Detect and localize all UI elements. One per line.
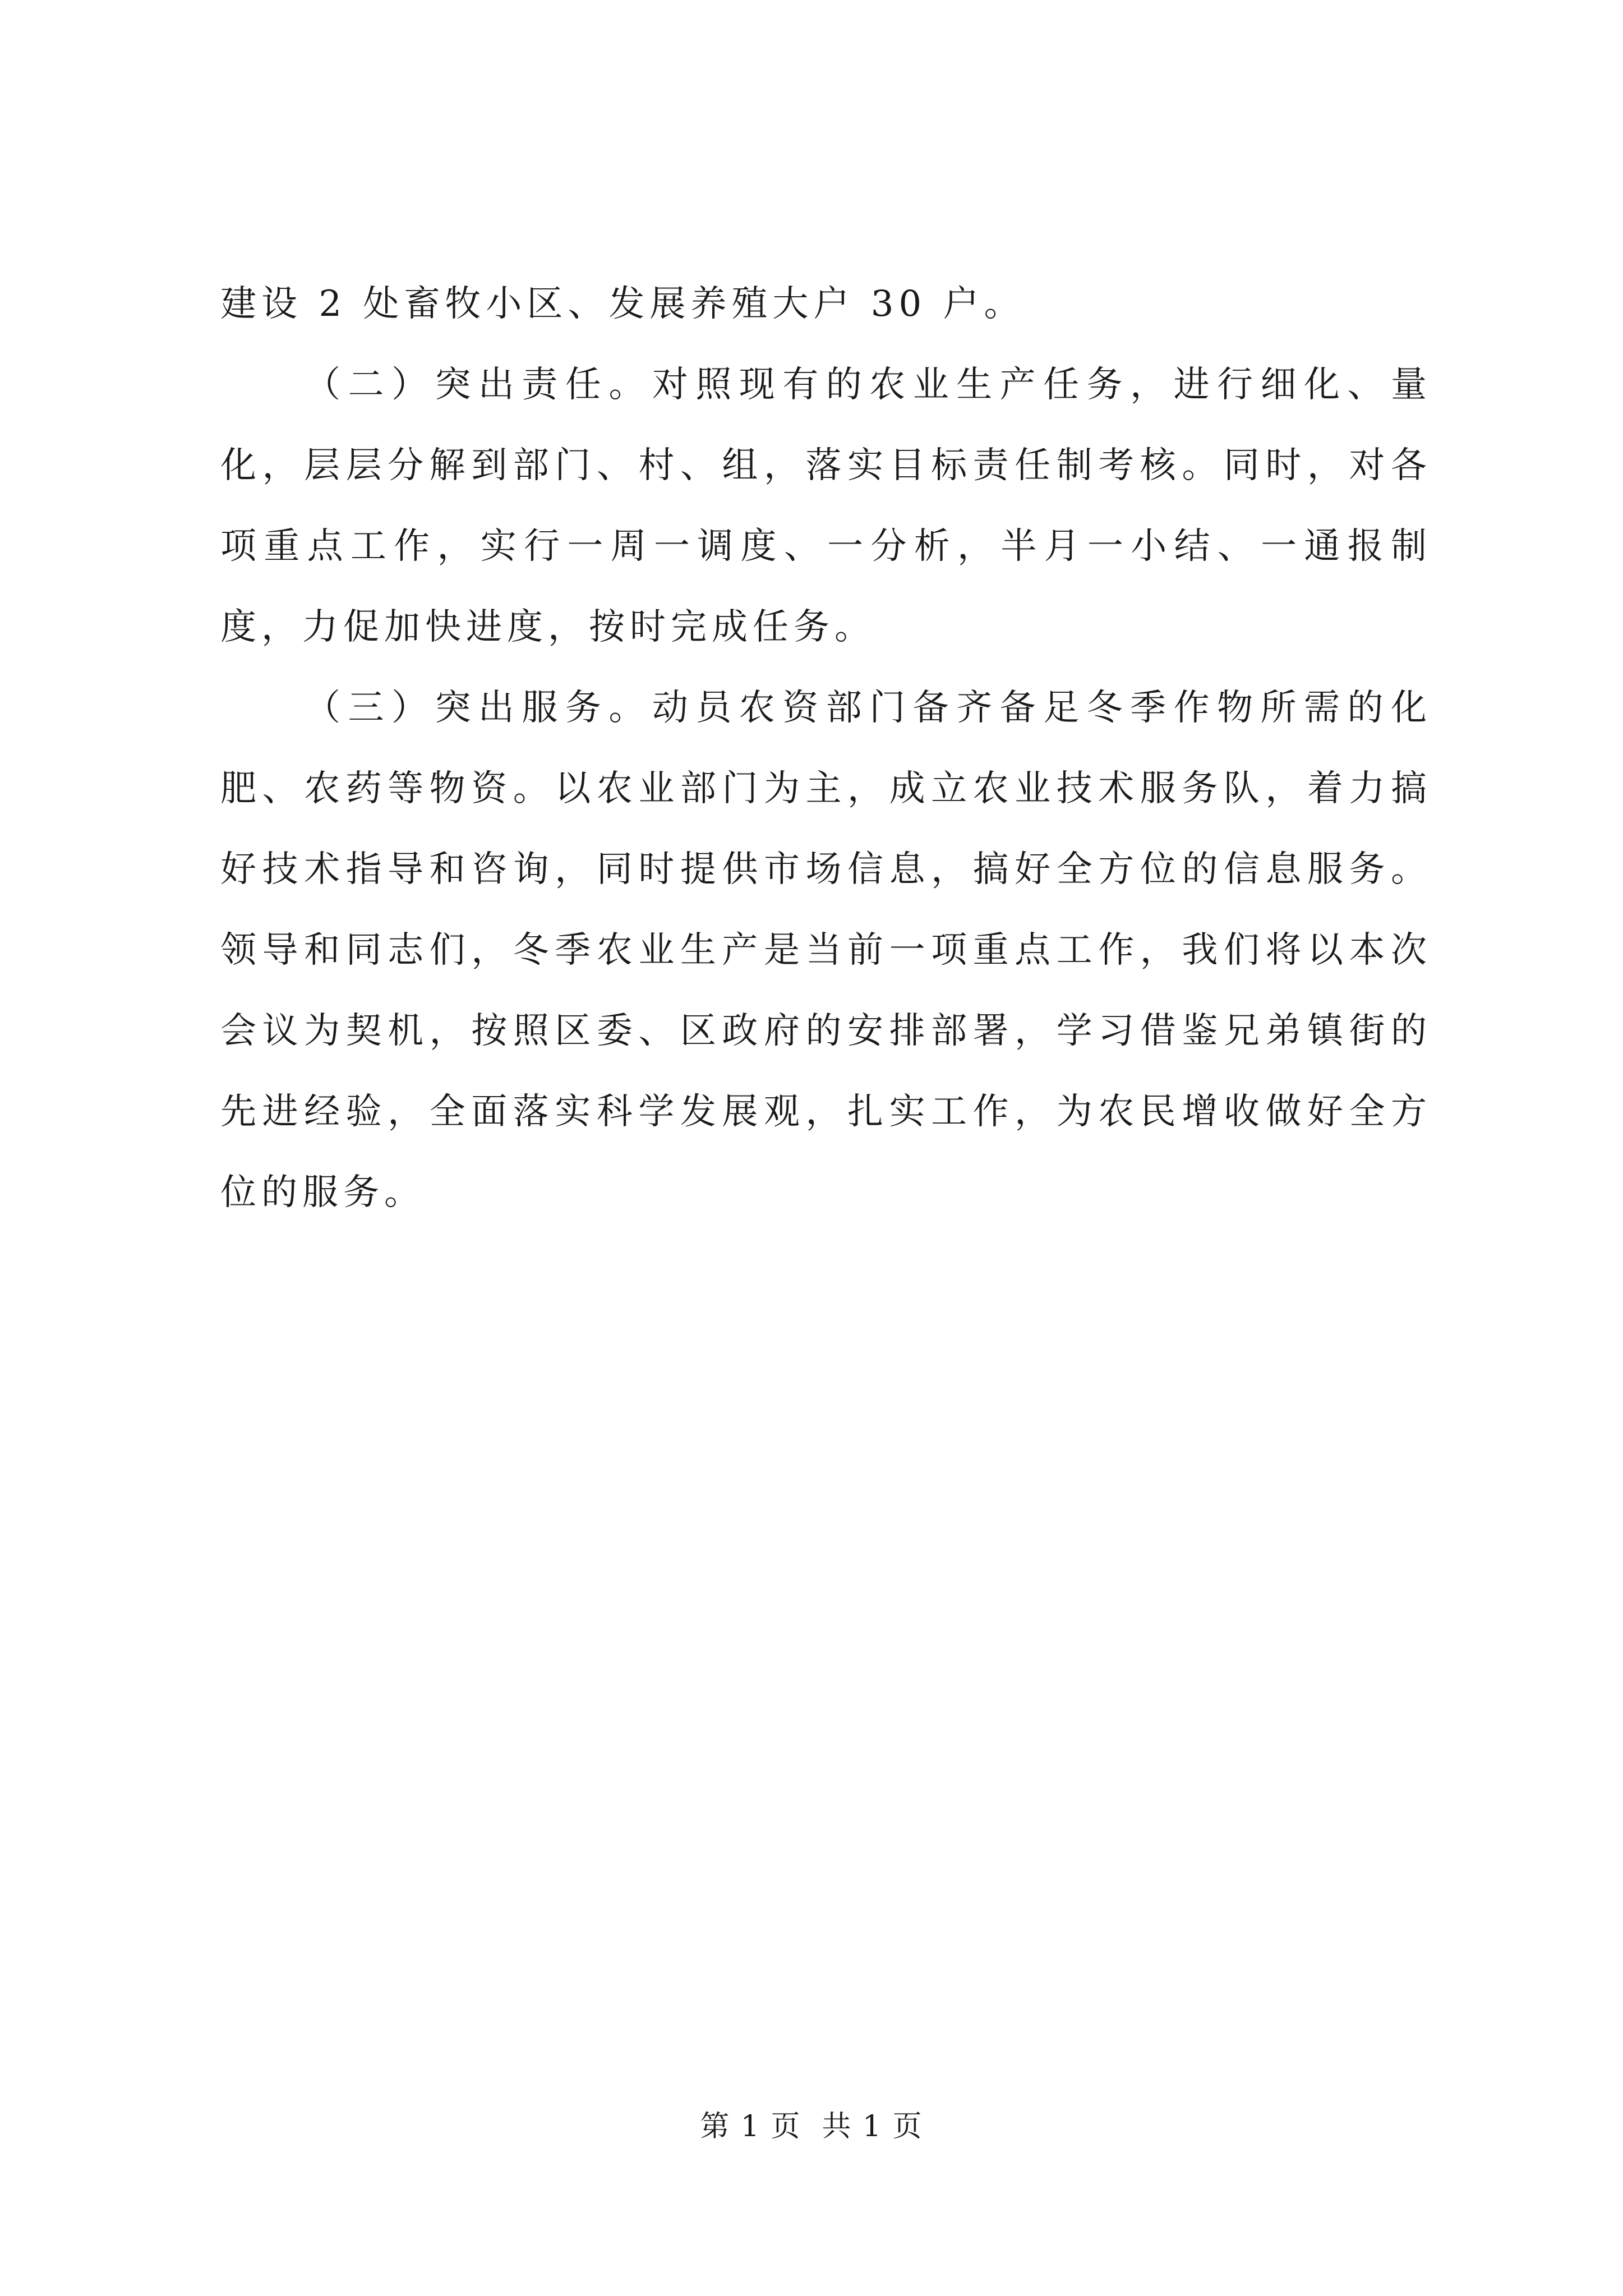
- document-body: [220, 264, 1432, 1233]
- paragraph-responsibility: （二）突出责任。对照现有的农业生产任务，进行细化、量化，层层分解到部门、村、组，落实目标责任制考核。同时，对各项重点工作，实行一周一调度、一分析，半月一小结、一通报制度，力促加快进度，按时完成任务。: [220, 364, 1432, 648]
- page-number-label: 第 1 页 共 1 页: [700, 2110, 923, 2143]
- page-number-footer: [0, 2102, 1623, 2145]
- paragraph-service: （三）突出服务。动员农资部门备齐备足冬季作物所需的化肥、农药等物资。以农业部门为主，成立农业技术服务队，着力搞好技术指导和咨询，同时提供市场信息，搞好全方位的信息服务。领导和同志们，冬季农业生产是当前一项重点工作，我们将以本次会议为契机，按照区委、区政府的安排部署，学习借鉴兄弟镇街的先进经验，全面落实科学发展观，扎实工作，为农民增收做好全方位的服务。: [220, 687, 1432, 1213]
- paragraph-intro: 建设 2 处畜牧小区、发展养殖大户 30 户。: [220, 283, 1025, 325]
